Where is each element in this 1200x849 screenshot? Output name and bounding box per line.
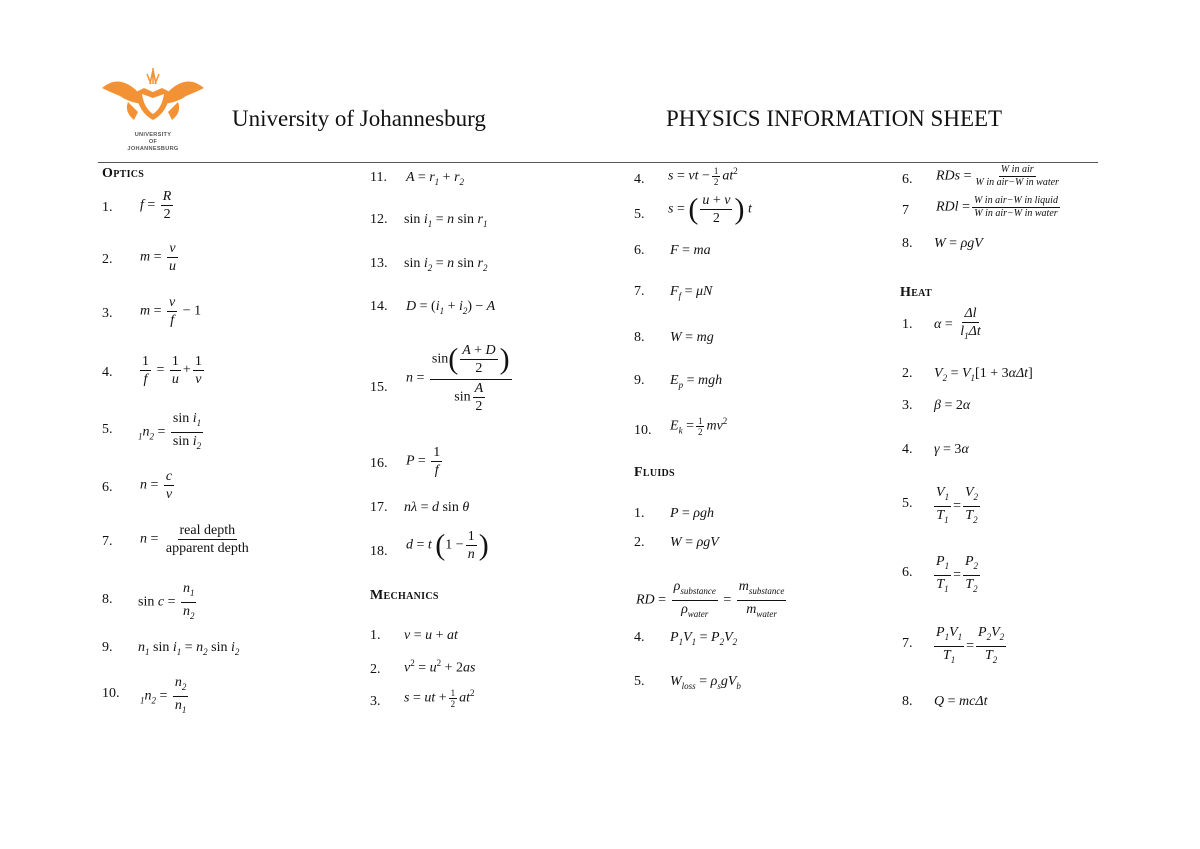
formula-number: 6.: [902, 565, 913, 580]
formula-number: 4.: [634, 172, 645, 187]
section-mechanics: Mechanics: [370, 588, 439, 603]
formula-friction: $F_f = \mu N$: [670, 284, 713, 301]
formula-number: 2.: [902, 366, 913, 381]
formula-number: 8.: [902, 236, 913, 251]
university-logo: [98, 62, 208, 158]
formula-number: 1.: [102, 200, 113, 215]
formula-charles-law: $\frac{V_1}{T_1}$ = $\frac{V_2}{T_2}$: [936, 485, 979, 525]
formula-displacement-average-velocity: s = ( $\frac{u + v}{2}$ ) t: [668, 192, 752, 226]
formula-number: 6.: [102, 480, 113, 495]
formula-prism-index: n = sin( $\frac{A + D}{2}$ ) sin $\frac{A}{2}$: [406, 342, 510, 414]
formula-relative-index-ratio: $_1n_2$ = $\frac{n_2}{n_1}$: [140, 675, 187, 715]
formula-number: 15.: [370, 380, 388, 395]
apparent-depth-text: apparent depth: [165, 541, 249, 556]
formula-volume-expansion: $V_2 = V_1[1 + 3\alpha\Delta t]$: [934, 366, 1033, 383]
formula-newtons-second-law: F = ma: [670, 243, 711, 258]
formula-linear-expansion-coefficient: α = $\frac{\Delta l}{l_1\Delta t}$: [934, 306, 981, 341]
logo-text-line: OF: [148, 139, 158, 145]
formula-number: 3.: [102, 306, 113, 321]
formula-number: 6.: [902, 172, 913, 187]
w-in-air-text: W in air: [1000, 164, 1034, 175]
formula-velocity-squared: $v^2 = u^2 + 2as$: [404, 658, 476, 676]
subscript-loss: loss: [681, 680, 696, 691]
formula-number: 8.: [634, 330, 645, 345]
formula-number: 5.: [902, 496, 913, 511]
formula-number: 17.: [370, 500, 388, 515]
formula-number: 12.: [370, 212, 388, 227]
formula-relative-density: RD = $\frac{\rho_{substance}}{\rho_{water}}$ = $\frac{m_{substance}}{m_{water}}$: [636, 579, 785, 619]
sheet-title: PHYSICS INFORMATION SHEET: [666, 106, 1003, 131]
section-optics: Optics: [102, 166, 145, 181]
formula-number: 5.: [634, 674, 645, 689]
formula-general-gas-law: $\frac{P_1V_1}{T_1}$ = $\frac{P_2V_2}{T_2}$: [936, 625, 1005, 665]
section-heat: Heat: [900, 285, 932, 300]
subscript-substance: substance: [748, 585, 785, 596]
formula-number: 1.: [634, 506, 645, 521]
formula-boyles-law: $P_1V_1 = P_2V_2$: [670, 630, 738, 647]
formula-number: 9.: [634, 373, 645, 388]
formula-number: 4.: [902, 442, 913, 457]
formula-number: 7.: [902, 636, 913, 651]
formula-number: 4.: [102, 365, 113, 380]
formula-potential-energy: $E_p$ = mgh: [670, 373, 723, 390]
subscript-water: water: [756, 608, 777, 619]
formula-weight-loss: $W_{loss} = \rho_sgV_b$: [670, 674, 741, 691]
formula-number: 6.: [634, 243, 645, 258]
formula-number: 7.: [102, 534, 113, 549]
formula-weight: W = mg: [670, 330, 714, 345]
formula-displacement-final-velocity: s = vt − $\frac{1}{2}$ $at^2$: [668, 166, 738, 187]
formula-number: 5.: [102, 422, 113, 437]
formula-number: 4.: [634, 630, 645, 645]
formula-fluid-pressure: P = ρgh: [670, 506, 714, 521]
w-air-minus-liquid-text: W in air−W in liquid: [973, 195, 1058, 206]
bird-crest-icon: [98, 62, 208, 132]
w-air-minus-water-text: W in air−W in water: [975, 177, 1059, 188]
formula-lens-equation: $\frac{1}{f}$ = $\frac{1}{u}$ + $\frac{1}{v}$: [142, 354, 202, 387]
formula-prism-face1: $\sin i_1 = n$ $\sin r_1$: [404, 212, 488, 229]
formula-number: 7.: [634, 284, 645, 299]
formula-refractive-index-speed: n = $\frac{c}{v}$: [140, 469, 173, 502]
formula-number: 7: [902, 203, 909, 218]
university-name: University of Johannesburg: [232, 106, 486, 131]
formula-snells-law: $n_1$ $\sin i_1 = n_2$ $\sin i_2$: [138, 640, 240, 657]
formula-magnification: m = $\frac{v}{u}$: [140, 241, 177, 274]
formula-prism-angle: $A = r_1 + r_2$: [406, 170, 465, 187]
subscript-substance: substance: [680, 585, 716, 596]
logo-text-line: UNIVERSITY: [134, 132, 172, 138]
real-depth-text: real depth: [179, 523, 236, 538]
formula-magnification-focal: m = $\frac{v}{f}$ − 1: [140, 295, 202, 328]
formula-number: 11.: [370, 170, 387, 185]
formula-pressure-law: $\frac{P_1}{T_1}$ = $\frac{P_2}{T_2}$: [936, 554, 979, 594]
logo-text-line: JOHANNESBURG: [127, 146, 179, 152]
formula-apparent-displacement: d = t (1 − $\frac{1}{n}$ ): [406, 528, 489, 562]
formula-number: 9.: [102, 640, 113, 655]
formula-number: 2.: [634, 535, 645, 550]
header-divider: [98, 162, 1098, 163]
formula-lens-power: P = $\frac{1}{f}$: [406, 445, 441, 478]
formula-critical-angle: sin c = $\frac{n_1}{n_2}$: [138, 581, 195, 621]
formula-deviation: $D = (i_1 + i_2) - A$: [406, 299, 496, 316]
formula-refractive-index-depth: n = $\frac{\text{real depth}}{\text{apparent depth}}$: [140, 523, 249, 556]
formula-number: 2.: [102, 252, 113, 267]
formula-fluid-weight: W = ρgV: [670, 535, 719, 550]
formula-velocity: v = u + at: [404, 628, 458, 643]
formula-number: 18.: [370, 544, 388, 559]
subscript-water: water: [687, 608, 709, 619]
formula-prism-face2: $\sin i_2 = n$ $\sin r_2$: [404, 256, 488, 273]
formula-rd-solid: RDs = $\frac{\text{W in air}}{\text{W in air−W in water}}$: [936, 164, 1059, 188]
formula-number: 5.: [634, 207, 645, 222]
formula-relative-index-sine: $_1n_2$ = $\frac{\sin i_1}{\sin i_2}$: [138, 411, 202, 451]
formula-number: 8.: [902, 694, 913, 709]
formula-number: 10.: [634, 423, 652, 438]
formula-number: 1.: [902, 317, 913, 332]
formula-number: 1.: [370, 628, 381, 643]
formula-number: 2.: [370, 662, 381, 677]
formula-number: 13.: [370, 256, 388, 271]
formula-displacement: s = ut + $\frac{1}{2}$ $at^2$: [404, 688, 475, 709]
formula-heat-energy: Q = mcΔt: [934, 694, 988, 709]
formula-kinetic-energy: $E_k$ = $\frac{1}{2}$ $mv^2$: [670, 416, 728, 437]
w-air-minus-water-text: W in air−W in water: [974, 208, 1058, 219]
section-fluids: Fluids: [634, 465, 675, 480]
formula-number: 10.: [102, 686, 120, 701]
formula-weight-density: W = ρgV: [934, 236, 983, 251]
formula-diffraction-grating: nλ = d sin θ: [404, 500, 470, 515]
formula-area-expansion: β = 2α: [934, 398, 971, 413]
formula-number: 3.: [370, 694, 381, 709]
formula-number: 8.: [102, 592, 113, 607]
formula-number: 14.: [370, 299, 388, 314]
formula-cubic-expansion: γ = 3α: [934, 442, 969, 457]
formula-rd-liquid: RDl = $\frac{\text{W in air−W in liquid}}{\text{W in air−W in water}}$: [936, 195, 1058, 219]
formula-focal-length: f = $\frac{R}{2}$: [140, 189, 172, 222]
formula-number: 3.: [902, 398, 913, 413]
formula-number: 16.: [370, 456, 388, 471]
